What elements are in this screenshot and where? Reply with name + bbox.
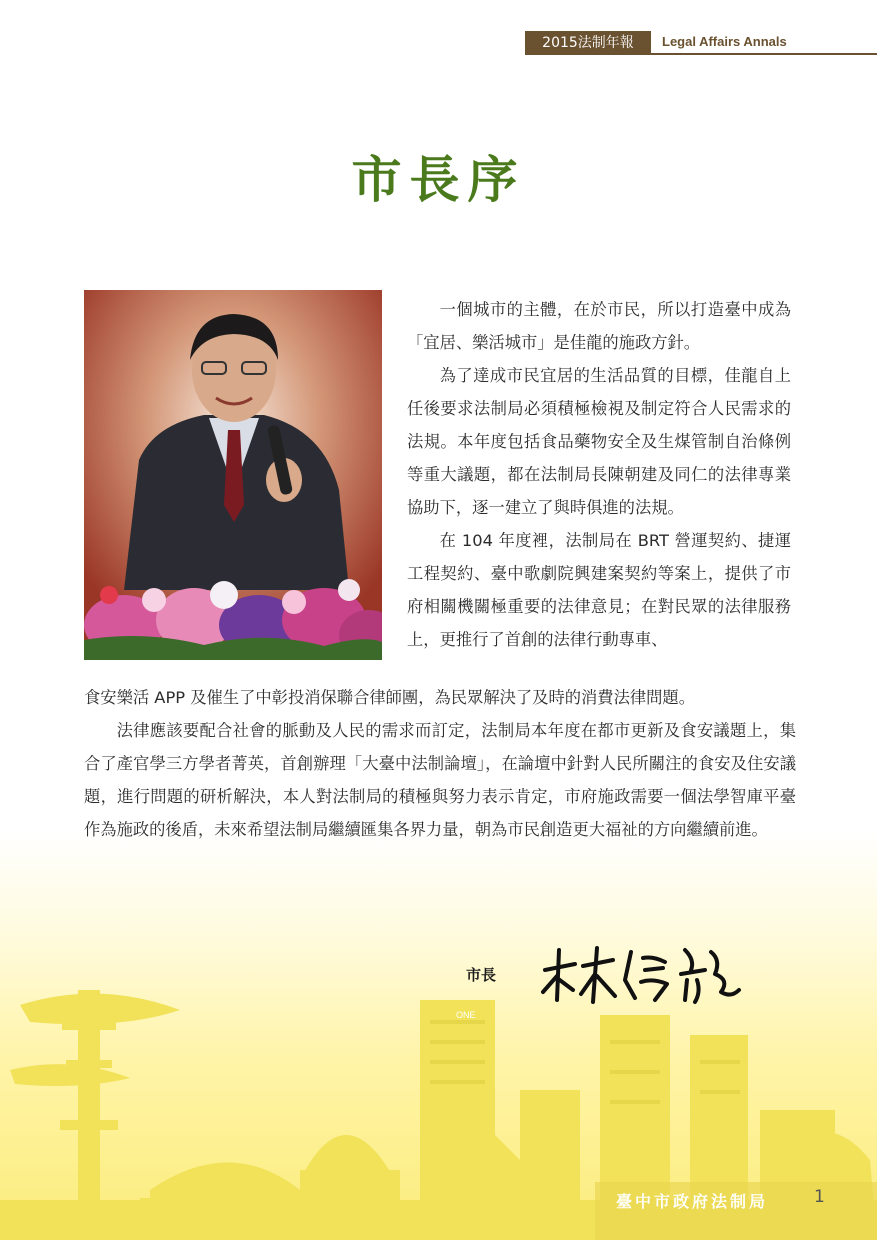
header-year-label: 2015法制年報 [525,31,651,55]
paragraph: 食安樂活 APP 及催生了中彰投消保聯合律師團，為民眾解決了及時的消費法律問題。 [84,688,695,707]
header-bar [525,31,877,55]
header-english-label: Legal Affairs Annals [662,34,787,49]
building-sign: ONE [456,1010,476,1020]
body-text-right-column [407,293,791,656]
page-number: 1 [814,1187,825,1207]
paragraph: 在 104 年度裡，法制局在 BRT 營運契約、捷運工程契約、臺中歌劇院興建案契約等案上，提供了市府相關機關極重要的法律意見；在對民眾的法律服務上，更推行了首創的法律行動專車、 [407,531,791,649]
signature-title: 市長 [466,966,497,984]
paragraph: 法律應該要配合社會的脈動及人民的需求而訂定，法制局本年度在都市更新及食安議題上，集合了產官學三方學者菁英，首創辦理「大臺中法制論壇」，在論壇中針對人民所關注的食安及住安議題，進行問題的研析解決，本人對法制局的積極與努力表示肯定，市府施政需要一個法學智庫平臺作為施政的後盾，未來希望法制局繼續匯集各界力量，朝為市民創造更大福祉的方向繼續前進。 [84,721,796,839]
body-text-full-width [84,681,796,846]
footer-organization: 臺中市政府法制局 [616,1192,769,1211]
page-title: 市長序 [351,150,526,209]
paragraph: 為了達成市民宜居的生活品質的目標，佳龍自上任後要求法制局必須積極檢視及制定符合人民需求的法規。本年度包括食品藥物安全及生煤管制自治條例等重大議題，都在法制局長陳朝建及同仁的法律專業協助下，逐一建立了與時俱進的法規。 [407,366,791,517]
paragraph: 一個城市的主體，在於市民，所以打造臺中成為「宜居、樂活城市」是佳龍的施政方針。 [407,300,791,352]
mayor-photo [84,290,382,660]
mayor-photo-illustration [84,290,382,660]
